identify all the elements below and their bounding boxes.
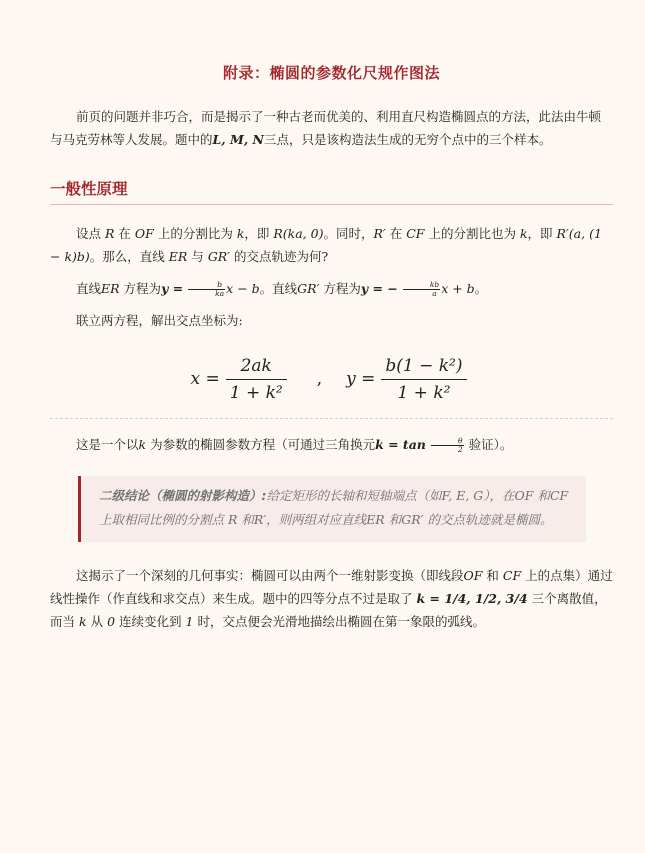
callout-text-3: 和 [537, 488, 550, 503]
frac-numerator: θ [431, 437, 464, 446]
fraction-b-over-ka [188, 281, 225, 298]
callout-text-2: ），在 [483, 488, 515, 503]
final-text-3: 上的点集）通过线性操作（作直线和求交点）来生成。题中的四等分点不过是取了 [50, 568, 613, 606]
lines-text-1: 直线 [76, 281, 102, 296]
setup-text-7: 上的分割比也为 [428, 226, 516, 241]
frac-numerator: b [188, 281, 225, 290]
section-heading: 一般性原理 [50, 177, 613, 205]
frac-denominator: a [432, 289, 437, 298]
fraction-kb-over-a [403, 281, 440, 298]
intro-text-1: 前页的问题并非巧合，而是揭示了一种古老而优美的、利用直尺构造椭圆点的方法，此法由牛顿与马克劳林等人发展。题中的 [50, 109, 602, 147]
callout-math-er: ER [366, 512, 385, 527]
lines-text-3: 。直线 [259, 281, 298, 296]
lines-math-x-minus-b: x − b [226, 281, 260, 296]
setup-text-5: 。同时， [323, 226, 374, 241]
callout-math-cf: CF [549, 488, 569, 503]
setup-text-10: 与 [191, 249, 204, 264]
setup-math-er: ER [168, 249, 188, 264]
final-math-cf: CF [502, 568, 522, 583]
callout-math-rprime: R′ [253, 512, 267, 527]
formula-x-lhs: x = [190, 369, 220, 389]
param-text-3: 验证）。 [468, 437, 513, 452]
conclusion-callout [78, 476, 586, 542]
lines-text-4: 方程为 [323, 281, 361, 296]
final-text-5: 从 [90, 614, 104, 629]
callout-lead: 二级结论（椭圆的射影构造）: [99, 488, 267, 503]
setup-math-k2: k [519, 226, 528, 241]
param-text-1: 这是一个以 [76, 437, 139, 452]
formula-y-lhs: y = [346, 369, 376, 389]
lines-math-y1: y = [161, 281, 184, 296]
callout-text-8: 的交点轨迹就是椭圆。 [427, 512, 553, 527]
formula-x-fraction [226, 356, 287, 403]
setup-text-4: ，即 [244, 226, 270, 241]
param-math-tan: k = tan [375, 437, 426, 452]
dashed-divider [50, 418, 613, 419]
formula-y-fraction [381, 356, 466, 403]
setup-text-3: 上的分割比为 [157, 226, 233, 241]
lines-text-2: 方程为 [123, 281, 162, 296]
callout-text-6: ，则两组对应直线 [266, 512, 367, 527]
setup-text-2: 在 [118, 226, 131, 241]
intro-text-2: 三点，只是该构造法生成的无穷个点中的三个样本。 [263, 132, 552, 147]
callout-text-5: 和 [241, 512, 254, 527]
fraction-theta-over-2 [431, 437, 464, 454]
setup-text-8: ，即 [527, 226, 553, 241]
setup-math-grprime: GR′ [207, 249, 231, 264]
setup-text-6: 在 [389, 226, 403, 241]
final-text-2: 和 [486, 568, 499, 583]
callout-math-of: OF [514, 488, 534, 503]
frac-numerator: kb [403, 281, 440, 290]
lines-math-y2: y = − [360, 281, 398, 296]
final-text-1: 这揭示了一个深刻的几何事实：椭圆可以由两个一维射影变换（即线段 [76, 568, 464, 583]
callout-text-1: 给定矩形的长轴和短轴端点（如 [266, 488, 442, 503]
lines-math-x-plus-b: x + b [441, 281, 475, 296]
formula-x-denominator: 1 + k² [229, 382, 283, 403]
intersection-formula [50, 354, 613, 404]
final-math-k: k [79, 614, 87, 629]
callout-math-feg: F, E, G [441, 488, 484, 503]
setup-math-rka: R(ka, 0) [273, 226, 324, 241]
parametric-paragraph [50, 433, 613, 456]
setup-text-9: 。那么，直线 [89, 249, 165, 264]
final-text-4: 三个离散值，而当 [50, 591, 607, 629]
formula-separator: , [316, 369, 323, 389]
final-text-6: 连续变化到 [119, 614, 182, 629]
param-text-2: 为参数的椭圆参数方程（可通过三角换元 [150, 437, 376, 452]
page-title: 附录：椭圆的参数化尺规作图法 [222, 64, 440, 82]
formula-y-numerator: b(1 − k²) [381, 356, 466, 380]
callout-math-r: R [228, 512, 238, 527]
callout-text-4: 上取相同比例的分割点 [99, 512, 225, 527]
lines-text-5: 。 [474, 281, 488, 296]
frac-denominator: 2 [457, 445, 463, 454]
intro-paragraph [50, 105, 613, 151]
setup-math-k: k [236, 226, 245, 241]
setup-text-11: 的交点轨迹为何? [234, 249, 329, 264]
final-text-7: 时，交点便会光滑地描绘出椭圆在第一象限的弧线。 [197, 614, 485, 629]
setup-math-rprime: R′ [373, 226, 386, 241]
setup-paragraph [50, 222, 613, 268]
frac-denominator: ka [215, 289, 225, 298]
lines-math-er: ER [101, 281, 120, 296]
final-paragraph [50, 564, 613, 633]
callout-text-7: 和 [388, 512, 402, 527]
callout-math-grprime: GR′ [401, 512, 424, 527]
formula-x-numerator: 2ak [226, 356, 287, 380]
setup-math-r: R [105, 226, 115, 241]
lines-math-grprime: GR′ [297, 281, 320, 296]
setup-text-1: 设点 [76, 226, 102, 241]
param-math-k: k [138, 437, 147, 452]
line-equations-paragraph [50, 277, 613, 300]
final-math-k-values: k = 1/4, 1/2, 3/4 [416, 591, 528, 606]
setup-math-cf: CF [406, 226, 425, 241]
setup-math-of: OF [134, 226, 154, 241]
solve-paragraph: 联立两方程，解出交点坐标为: [76, 313, 243, 328]
formula-y-denominator: 1 + k² [397, 382, 451, 403]
setup-math-rprime-coords: R′(a, (1 − k)b) [50, 226, 602, 264]
final-math-1: 1 [185, 614, 194, 629]
final-math-of: OF [463, 568, 483, 583]
final-math-0: 0 [107, 614, 116, 629]
intro-math-lmn: L, M, N [212, 132, 264, 147]
